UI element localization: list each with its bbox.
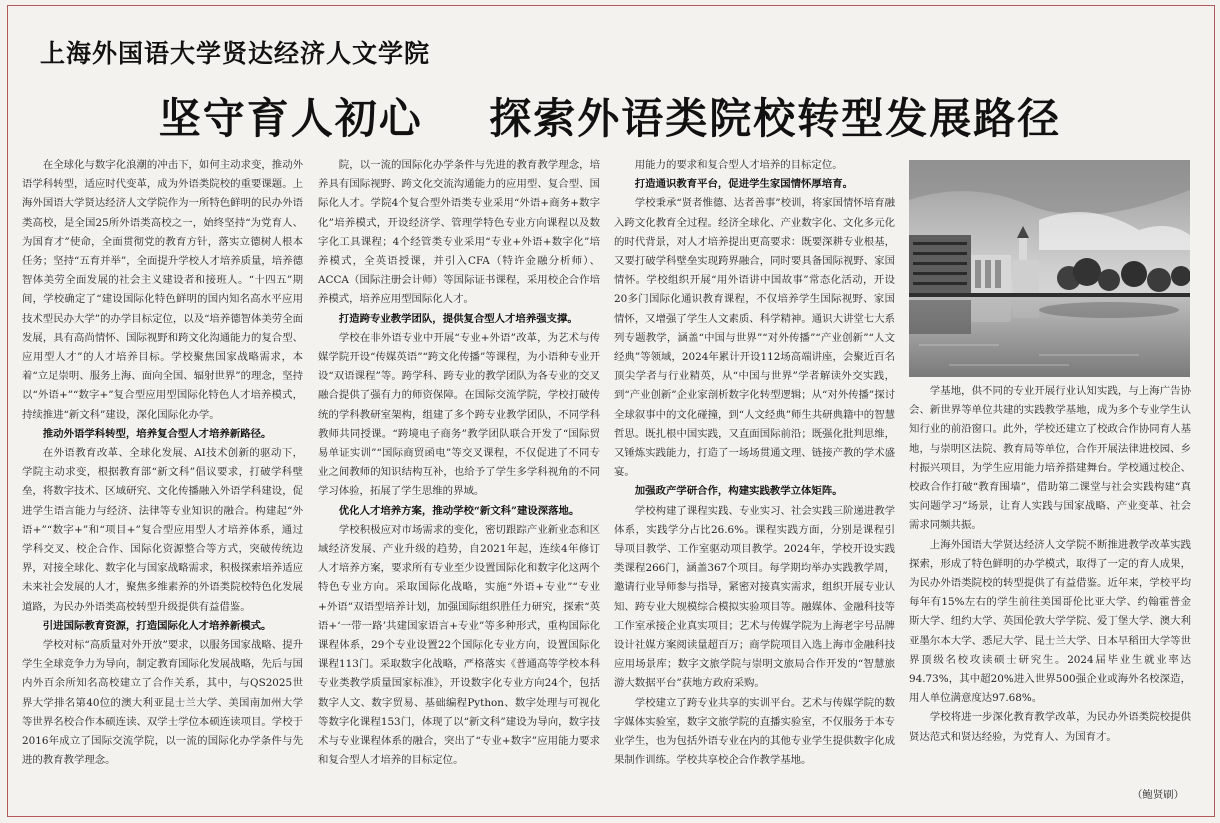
section-heading: 引进国际教育资源，打造国际化人才培养新模式。 [42,619,272,632]
section-heading: 优化人才培养方案，推动学校“新文科”建设深落地。 [338,504,580,517]
section-heading: 加强政产学研合作，构建实践教学立体矩阵。 [634,485,843,498]
paragraph: 用能力的要求和复合型人才培养的目标定位。 [634,159,843,171]
text-column-1 [22,156,303,804]
section-heading: 打造通识教育平台，促进学生家国情怀厚培育。 [634,178,853,191]
paragraph: 学校构建了课程实践、专业实习、社会实践三阶递进教学体系，实践学分占比26.6%。课程实践方面，分别是课程引导项目教学、工作室驱动项目教学。2024年，学校开设实践类课程266门，涵盖367个项目。每学期均举办实践教学周，邀请行业导师参与指导，紧密对接真实需求，组织开展专业认知、跨专业大规模综合模拟实验项目等。融媒体、金融科技等工作室承接企业真实项目；艺术与传媒学院为上海老字号品牌设计社媒方案阅读量超百万；商学院项目入选上海市金融科技应用场景库；数字文旅学院与崇明文旅局合作开发的“智慧旅游大数据平台”获地方政府采购。 [614,504,895,690]
campus-building-photo [909,160,1190,377]
paragraph: 学校建立了跨专业共享的实训平台。艺术与传媒学院的数字媒体实验室，数字文旅学院的直播实验室，不仅服务于本专业学生，也为包括外语专业在内的其他专业学生提供数字化成果制作训练。学校共享校企合作教学基地。 [614,696,895,767]
article-headline: 坚守育人初心 探索外语类院校转型发展路径 [158,94,1062,143]
paragraph: 学基地，供不同的专业开展行业认知实践，与上海广告协会、新世界等单位共建的实践教学基地，成为多个专业学生认知行业的前沿窗口。此外，学校还建立了校政合作协同育人基地，与崇明区法院、教育局等单位，合作开展法律进校园、乡村振兴项目，为学生应用能力培养搭建舞台。学校通过校企、校政合作打破“教育围墙”，借助第二课堂与社会实践构建“真实问题学习”场景，让育人实践与国家战略、产业变革、社会需求同频共振。 [909,385,1191,532]
author-byline: （鲍贤刷） [1132,789,1184,801]
organization-title: 上海外国语大学贤达经济人文学院 [40,39,431,68]
section-heading: 推动外语学科转型，培养复合型人才培养新路径。 [42,427,272,440]
text-column-2 [318,156,600,804]
text-column-4 [909,382,1191,782]
paragraph: 院，以一流的国际化办学条件与先进的教育教学理念，培养具有国际视野、跨文化交流沟通能力的应用型、复合型、国际化人才。学院4个复合型外语类专业采用“外语+商务+数字化”培养模式，开设经济学、管理学特色专业方向课程以及数字化工具课程；4个经管类专业采用“专业+外语+数字化”培养模式，全英语授课，并引入CFA（特许金融分析师）、ACCA（国际注册会计师）等国际证书课程，采用校企合作培养模式，培养应用型国际化人才。 [318,159,600,306]
paragraph: 学校积极应对市场需求的变化，密切跟踪产业新业态和区域经济发展、产业升级的趋势，自2021年起，连续4年修订人才培养方案，要求所有专业至少设置国际化和数字化这两个特色专业方向。采取国际化战略，实施“外语+专业”“专业+外语”双语型培养计划，加强国际组织胜任力研究，探索“英语+‘一带一路’共建国家语言+专业”等多种形式，重构国际化课程体系，29个专业设置22个国际化专业方向，设置国际化课程113门。采取数字化战略，严格落实《普通高等学校本科专业类教学质量国家标准》，开设数字化专业方向24个，包括数字人文、数字贸易、基础编程Python、数字处理与可视化等数字化课程153门，体现了以“新文科”建设为导向，数字技术与专业课程体系的融合，突出了“专业+数字”应用能力要求和复合型人才培养的目标定位。 [318,523,600,767]
section-heading: 打造跨专业教学团队，提供复合型人才培养强支撑。 [338,312,578,325]
paragraph: 学校对标“高质量对外开放”要求，以服务国家战略、提升学生全球竞争力为导向，制定教育国际化发展战略，先后与国内外百余所知名高校建立了合作关系，其中，与QS2025世界大学排名第40位的澳大利亚昆士兰大学、美国南加州大学等世界名校合作本硕连读、双学士学位本硕连读项目。学校于2016年成立了国际交流学院，以一流的国际化办学条件与先进的教育教学理念。 [22,639,303,767]
paragraph: 学校将进一步深化教育教学改革，为民办外语类院校提供贤达范式和贤达经验，为党育人、为国育才。 [909,711,1191,743]
paragraph: 学校秉承“贤者惟德、达者善事”校训，将家国情怀培育融入跨文化教育全过程。经济全球化、产业数字化、文化多元化的时代背景，对人才培养提出更高要求：既要深耕专业根基，又要打破学科壁垒实现跨界融合，同时要具备国际视野、家国情怀。学校组织开展“用外语讲中国故事”常态化活动，开设20多门国际化通识教育课程，不仅培养学生国际视野、家国情怀，又增强了学生人文素质、科学精神。通识大讲堂七大系列专题教学，涵盖“中国与世界”“对外传播”“产业创新”“人文经典”等领域，2024年累计开设112场高端讲座，会聚近百名顶尖学者与行业精英，从“中国与世界”学者解读外交实践，到“产业创新”企业家剖析数字化转型逻辑；从“对外传播”探讨全球叙事中的文化碰撞，到“人文经典”师生共研典籍中的智慧哲思。既扎根中国实践，又直面国际前沿；既强化批判思维，又锤炼实践能力，打造了一场场贯通文理、链接产教的学术盛宴。 [614,197,895,479]
paragraph: 在外语教育改革、全球化发展、AI技术创新的驱动下，学院主动求变，根据教育部“新文科”倡议要求，打破学科壁垒，将数字技术、区域研究、文化传播融入外语学科建设，促进学生语言能力与经济、法律等专业知识的融合。构建起“外语+”“数字+”和“项目+”复合型应用型人才培养体系，通过学科交叉、校企合作、国际化资源整合等方式，突破传统边界，对接全球化、数字化与国家战略需求，积极探索培养适应未来社会发展的人才，聚焦多维素养的外语类院校特色化发展道路，为民办外语类高校转型升级提供有益借鉴。 [22,447,303,613]
paragraph: 学校在非外语专业中开展“专业+外语”改革，为艺术与传媒学院开设“传媒英语”“跨文化传播”等课程，为小语种专业开设“双语课程”等。跨学科、跨专业的教学团队为各专业的交叉融合提供了强有力的师资保障。在国际交流学院，学校打破传统的学科教研室架构，组建了多个跨专业教学团队，不同学科教师共同授课。“跨境电子商务”教学团队联合开发了“国际贸易单证实训”“国际商贸函电”等交叉课程，不仅促进了不同专业之间教师的知识结构互补，也给予了学生多学科视角的不同学习体验，拓展了学生思维的界域。 [318,331,600,498]
paragraph: 上海外国语大学贤达经济人文学院不断推进教学改革实践探索，形成了特色鲜明的办学模式，取得了一定的育人成果，为民办外语类院校的转型提供了有益借鉴。近年来，学校平均每年有15%左右的学生前往美国哥伦比亚大学、约翰霍普金斯大学、纽约大学、英国伦敦大学学院、爱丁堡大学、澳大利亚墨尔本大学、悉尼大学、昆士兰大学、日本早稻田大学等世界顶级名校攻读硕士研究生。2024届毕业生就业率达94.73%，其中超20%进入世界500强企业或海外名校深造，用人单位满意度达97.68%。 [909,538,1191,705]
paragraph: 在全球化与数字化浪潮的冲击下，如何主动求变，推动外语学科转型，适应时代变革，成为外语类院校的重要课题。上海外国语大学贤达经济人文学院作为一所特色鲜明的民办外语类高校，是全国25所外语类高校之一，始终坚持“为党育人、为国育才”使命，全面贯彻党的教育方针，落实立德树人根本任务；坚持“五育并举”，全面提升学校人才培养质量，培养德智体美劳全面发展的社会主义建设者和接班人。“十四五”期间，学校确定了“建设国际化特色鲜明的国内知名高水平应用技术型民办大学”的办学目标定位，以及“培养德智体美劳全面发展，具有高尚情怀、国际视野和跨文化沟通能力的复合型、应用型人才”的人才培养目标。学校聚焦国家战略需求，本着“立足崇明、服务上海、面向全国、辐射世界”的理念，坚持以“外语+”“数字+”复合型应用型国际化特色人才培养模式，持续推进“新文科”建设，深化国际化办学。 [22,159,303,421]
text-column-3 [614,156,895,804]
